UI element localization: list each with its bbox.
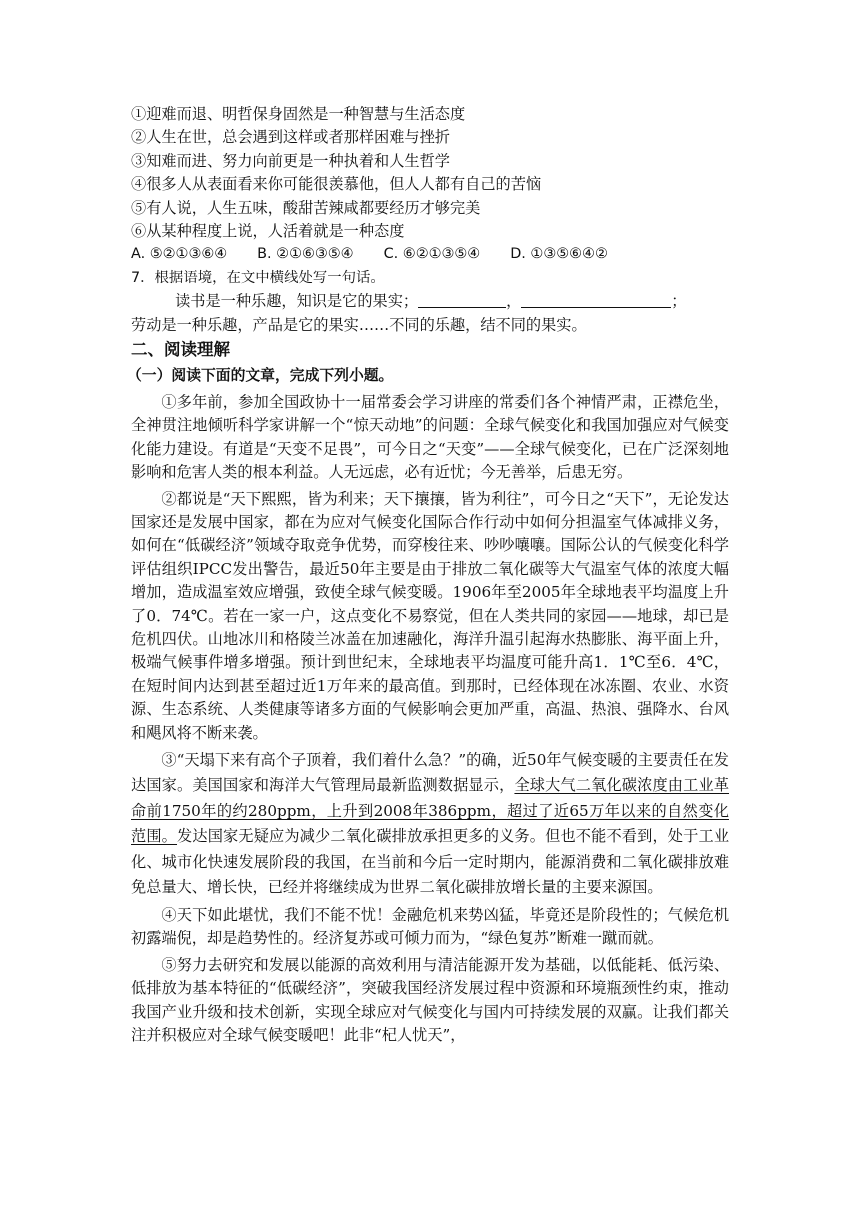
passage-paragraph-3: [131, 748, 729, 901]
sentence-6: ⑥从某种程度上说，人活着就是一种态度: [131, 222, 405, 241]
q7-semicolon: ；: [671, 292, 687, 311]
passage-paragraph-4: ④天下如此堪忧，我们不能不忧！金融危机来势凶猛，毕竟还是阶段性的；气候危机初露端倪，却是趋势性的。经济复苏或可倾力而为，“绿色复苏”断难一蹴而就。: [131, 905, 729, 948]
question-7-line-1: [131, 290, 729, 313]
option-a: A. ⑤②①③⑥④: [131, 246, 228, 263]
page-content: [127, 103, 730, 1047]
sentence-3: ③知难而进、努力向前更是一种执着和人生哲学: [131, 151, 450, 170]
option-d: D. ①③⑤⑥④②: [510, 246, 608, 263]
sentence-2: ②人生在世，总会遇到这样或者那样困难与挫折: [131, 128, 450, 147]
passage-paragraph-5: ⑤努力去研究和发展以能源的高效利用与清洁能源开发为基础，以低能耗、低污染、低排放为基本特征的“低碳经济”，突破我国经济发展过程中资源和环境瓶颈性约束，推动我国产业升级和技术创新，实现全球应对气候变化与国内可持续发展的双赢。让我们都关注并积极应对全球气候变暖吧！此非“杞人忧天”，: [131, 955, 729, 1044]
subsection-title: （一）阅读下面的文章，完成下列小题。: [127, 367, 394, 385]
question-7-prompt: 7．根据语境，在文中横线处写一句话。: [131, 269, 385, 286]
passage-paragraph-1: ①多年前，参加全国政协十一届常委会学习讲座的常委们各个神情严肃，正襟危坐，全神贯注地倾听科学家讲解一个“惊天动地”的问题：全球气候变化和我国加强应对气候变化能力建设。有道是“天变不足畏”，可今日之“天变”——全球气候变化，已在广泛深刻地影响和危害人类的根本利益。人无远虑，必有近忧；今无善举，后患无穷。: [131, 392, 729, 482]
answer-blank-1[interactable]: [418, 291, 506, 308]
q7-comma: ，: [506, 292, 522, 311]
p3-rest: 发达国家无疑应为减少二氧化碳排放承担更多的义务。但也不能不看到，处于工业化、城市化快速发展阶段的我国，在当前和今后一定时期内，能源消费和二氧化碳排放难免总量大、增长快，已经并将继续成为世界二氧化碳排放增长量的主要来源国。: [131, 827, 730, 897]
q7-line1-text: 读书是一种乐趣，知识是它的果实；: [175, 292, 419, 311]
answer-options: [131, 243, 729, 266]
passage-paragraph-2: ②都说是“天下熙熙，皆为利来；天下攘攘，皆为利往”，可今日之“天下”，无论发达国家还是发展中国家，都在为应对气候变化国际合作行动中如何分担温室气体减排义务，如何在“低碳经济”领域夺取竞争优势，而穿梭往来、吵吵嚷嚷。国际公认的气候变化科学评估组织IPCC发出警告，最近50年主要是由于排放二氧化碳等大气温室气体的浓度大幅增加，造成温室效应增强，致使全球气候变暖。1906年至2005年全球地表平均温度上升了0．74℃。若在一家一户，这点变化不易察觉，但在人类共同的家园——地球，却已是危机四伏。山地冰川和格陵兰冰盖在加速融化，海洋升温引起海水热膨胀、海平面上升，极端气候事件增多增强。预计到世纪末，全球地表平均温度可能升高1．1℃至6．4℃，在短时间内达到甚至超过近1万年来的最高值。到那时，已经体现在冰冻圈、农业、水资源、生态系统、人类健康等诸多方面的气候影响会更加严重，高温、热浪、强降水、台风和飓风将不断来袭。: [131, 489, 729, 742]
sentence-5: ⑤有人说，人生五味，酸甜苦辣咸都要经历才够完美: [131, 198, 481, 217]
p3-intro: ③“天塌下来有高个子顶着，我们着什么急？”的确，近50年气候变暖的主要责任在发达国家。美国国家和海洋大气管理局最新监测数据显示，: [131, 750, 729, 795]
sentence-4: ④很多人从表面看来你可能很羡慕他，但人人都有自己的苦恼: [131, 175, 542, 194]
p3-underlined-sentence: 全球大气二氧化碳浓度由工业革命前1750年的约280ppm，上升到2008年386ppm，超过了近65万年以来的自然变化范围。: [131, 776, 730, 846]
question-7-line-2: 劳动是一种乐趣，产品是它的果实……不同的乐趣，结不同的果实。: [131, 315, 587, 334]
option-b: B. ②①⑥③⑤④: [257, 246, 354, 263]
answer-blank-2[interactable]: [521, 291, 671, 308]
sentence-1: ①迎难而退、明哲保身固然是一种智慧与生活态度: [131, 105, 466, 123]
section-title: 二、阅读理解: [131, 340, 230, 360]
option-c: C. ⑥②①③⑤④: [383, 246, 481, 263]
